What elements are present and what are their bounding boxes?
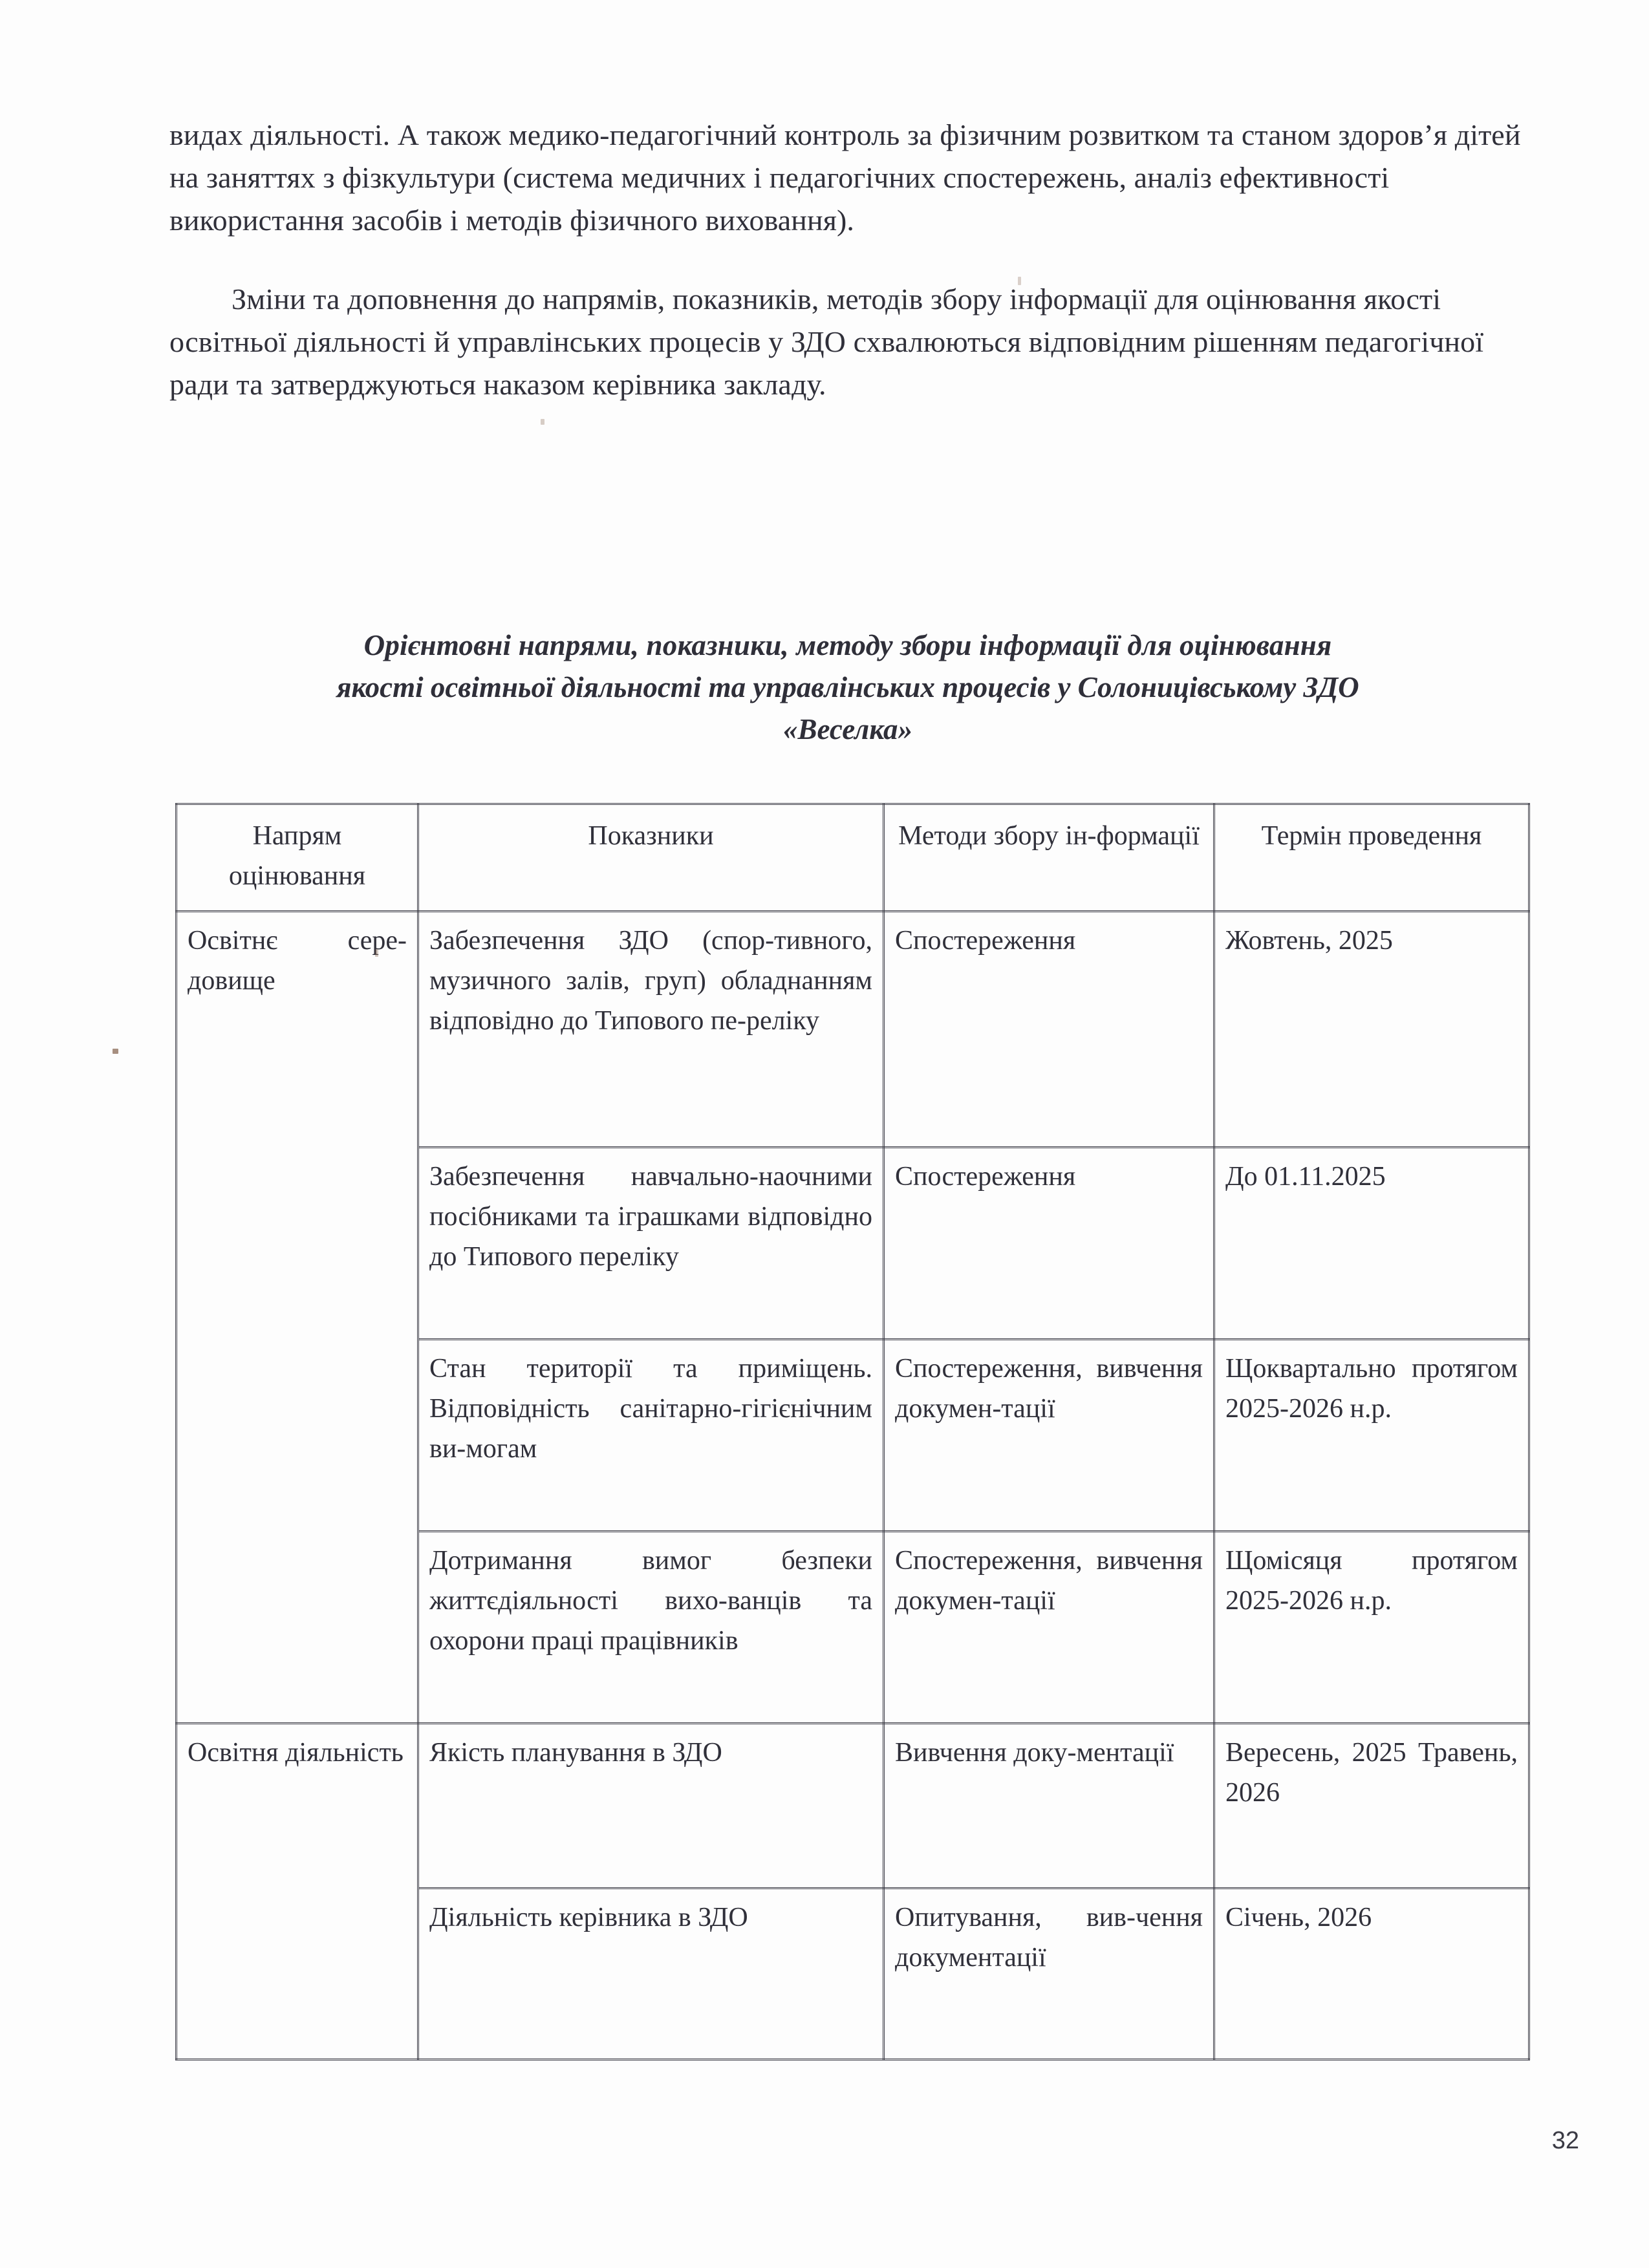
table-title-line-1: Орієнтовні напрями, показники, методу збори інформації для оцінювання	[363, 629, 1332, 661]
paragraph-block-amendments	[169, 278, 1526, 407]
cell-indicator: Діяльність керівника в ЗДО	[418, 1888, 884, 2060]
cell-method: Спостереження	[884, 1148, 1214, 1340]
cell-method: Спостереження, вивчення докумен-тації	[884, 1532, 1214, 1724]
table-title	[169, 625, 1526, 750]
cell-method: Спостереження	[884, 912, 1214, 1148]
cell-direction-educational-activity: Освітня діяльність	[177, 1724, 418, 2060]
column-header-term: Термін проведення	[1214, 804, 1529, 912]
scan-speck	[541, 419, 544, 425]
cell-term: Жовтень, 2025	[1214, 912, 1529, 1148]
cell-method: Опитування, вив-чення документації	[884, 1888, 1214, 2060]
cell-indicator: Якість планування в ЗДО	[418, 1724, 884, 1888]
cell-indicator: Дотримання вимог безпеки життєдіяльності вихо-ванців та охорони праці працівників	[418, 1532, 884, 1724]
cell-term: Щомісяця протягом 2025-2026 н.р.	[1214, 1532, 1529, 1724]
table-title-line-2: якості освітньої діяльності та управлінських процесів у Солоницівському ЗДО	[336, 670, 1359, 703]
cell-method: Вивчення доку-ментації	[884, 1724, 1214, 1888]
page-number: 32	[1551, 2127, 1579, 2154]
cell-term: До 01.11.2025	[1214, 1148, 1529, 1340]
table-title-line-3: «Веселка»	[783, 712, 912, 745]
evaluation-table-wrapper	[175, 803, 1528, 2060]
scan-speck	[375, 949, 378, 957]
cell-indicator: Забезпечення ЗДО (спор-тивного, музичного залів, груп) обладнанням відповідно до Типового пе-реліку	[418, 912, 884, 1148]
cell-method: Спостереження, вивчення докумен-тації	[884, 1340, 1214, 1532]
column-header-methods: Методи збору ін-формації	[884, 804, 1214, 912]
scan-speck	[113, 1049, 118, 1054]
cell-direction-educational-environment: Освітнє сере-довище	[177, 912, 418, 1724]
cell-indicator: Забезпечення навчально-наочними посібниками та іграшками відповідно до Типового переліку	[418, 1148, 884, 1340]
table-header-row	[177, 804, 1529, 912]
column-header-indicators: Показники	[418, 804, 884, 912]
evaluation-table	[175, 803, 1530, 2060]
cell-term: Січень, 2026	[1214, 1888, 1529, 2060]
paragraph-1: видах діяльності. А також медико-педагогічний контроль за фізичним розвитком та станом здоров’я дітей на заняттях з фізкультури (система медичних і педагогічних спостережень, аналіз ефективності використання засобів і методів фізичного виховання).	[169, 118, 1521, 237]
cell-term: Вересень, 2025 Травень, 2026	[1214, 1724, 1529, 1888]
cell-term: Щоквартально протягом 2025-2026 н.р.	[1214, 1340, 1529, 1532]
paragraph-2: Зміни та доповнення до напрямів, показників, методів збору інформації для оцінювання якості освітньої діяльності й управлінських процесів у ЗДО схвалюються відповідним рішенням педагогічної ради та затверджуються наказом керівника закладу.	[169, 283, 1484, 401]
scan-speck	[1018, 277, 1021, 285]
column-header-direction: Напрям оцінювання	[177, 804, 418, 912]
table-row	[177, 912, 1529, 1148]
table-row	[177, 1724, 1529, 1888]
paragraph-block-intro	[169, 114, 1526, 242]
cell-indicator: Стан території та приміщень. Відповідність санітарно-гігієнічним ви-могам	[418, 1340, 884, 1532]
